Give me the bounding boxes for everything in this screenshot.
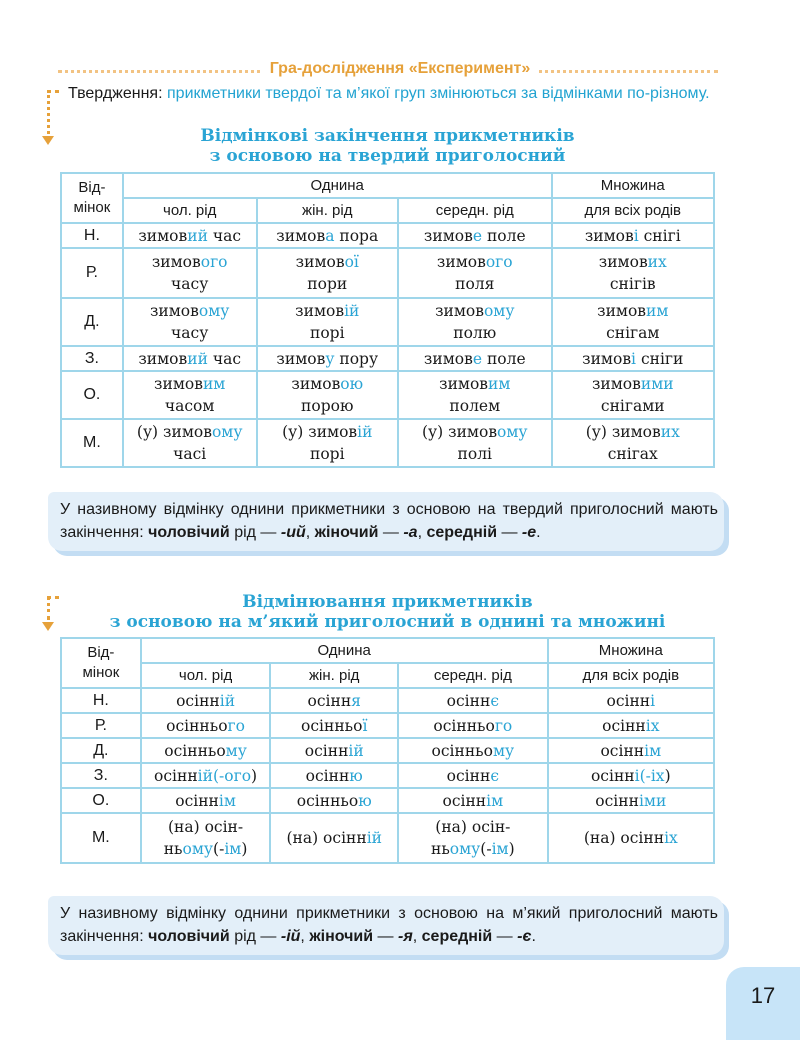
table-cell: зимову пору [257,346,399,371]
table-cell: (на) осінніх [548,813,714,863]
table-row: Р. осіннього осінньої осіннього осінніх [61,713,714,738]
table-cell: осіннє [398,763,548,788]
table-row: Н. осінній осіння осіннє осінні [61,688,714,713]
case-header: Від- мінок [61,638,141,688]
plural-header: Множина [552,173,714,198]
table-cell: осінніми [548,788,714,813]
table2-title: Відмінювання прикметників з основою на м’який приголосний в однині та множині [109,592,666,632]
arrow-down-icon [42,596,54,638]
table-cell: зимові снігі [552,223,714,248]
table-cell: (у) зимовому полі [398,419,552,467]
table-cell: осіннє [398,688,548,713]
table-cell: осінньої [270,713,398,738]
table-cell: осіннім [398,788,548,813]
table-cell: осінніх [548,713,714,738]
table-cell: осінній(-ого) [141,763,271,788]
masculine-header: чол. рід [141,663,271,688]
statement-text: прикметники твердої та м’якої груп змінюються за відмінками по-різному. [167,85,710,102]
table-cell: осінній [141,688,271,713]
table-cell: зимових снігів [552,248,714,298]
table-cell: осінньою [270,788,398,813]
table-cell: зимовому полю [398,298,552,346]
table-row: З. зимовий час зимову пору зимове поле зимові сніги [61,346,714,371]
table-cell: осіннім [141,788,271,813]
table-cell: осінній [270,738,398,763]
neuter-header: середн. рід [398,663,548,688]
table-row: Д. зимовому часу зимовій порі зимовому полю зимовим снігам [61,298,714,346]
table-row: Р. зимового часу зимової пори зимового поля зимових снігів [61,248,714,298]
rule-note-soft: У називному відмінку однини прикметники з основою на м’який приголосний мають закінчення: чоловічий рід — -ій, жіночий — -я, середній — -є. [48,896,724,955]
neuter-header: середн. рід [398,198,552,223]
table-cell: осінні(-іх) [548,763,714,788]
all-genders-header: для всіх родів [548,663,714,688]
table-cell: осіння [270,688,398,713]
table-cell: осінні [548,688,714,713]
table-cell: (у) зимовій порі [257,419,399,467]
table-cell: (у) зимових снігах [552,419,714,467]
table-row: М. (у) зимовому часі (у) зимовій порі (у) зимовому полі (у) зимових снігах [61,419,714,467]
singular-header: Однина [141,638,548,663]
rule-note-hard: У називному відмінку однини прикметники з основою на твердий приголосний мають закінчення: чоловічий рід — -ий, жіночий — -а, середній — -е. [48,492,724,551]
table-cell: зимовий час [123,223,257,248]
table-cell: зимовому часу [123,298,257,346]
table-cell: зимовою порою [257,371,399,419]
table-row: Н. зимовий час зимова пора зимове поле зимові снігі [61,223,714,248]
table-cell: зимового часу [123,248,257,298]
table-cell: осіннім [548,738,714,763]
table-cell: зимове поле [398,223,552,248]
statement-label: Твердження: [68,85,163,102]
feminine-header: жін. рід [257,198,399,223]
table-cell: зимове поле [398,346,552,371]
table-row: О. осіннім осінньою осіннім осінніми [61,788,714,813]
statement [68,84,758,104]
table-cell: зимові сніги [552,346,714,371]
table1-title: Відмінкові закінчення прикметників з основою на твердий приголосний [200,126,575,166]
table-row: Д. осінньому осінній осінньому осіннім [61,738,714,763]
table-cell: (на) осін- ньому(-ім) [141,813,271,863]
singular-header: Однина [123,173,552,198]
table-cell: зимовій порі [257,298,399,346]
table-cell: зимовими снігами [552,371,714,419]
masculine-header: чол. рід [123,198,257,223]
table-cell: зимовий час [123,346,257,371]
all-genders-header: для всіх родів [552,198,714,223]
table-row: З. осінній(-ого) осінню осіннє осінні(-іх) [61,763,714,788]
case-header: Від- мінок [61,173,123,223]
table-cell: (на) осінній [270,813,398,863]
table-cell: осінньому [141,738,271,763]
arrow-down-icon [42,90,54,152]
table-cell: осіннього [141,713,271,738]
table-cell: (на) осін- ньому(-ім) [398,813,548,863]
hard-adjectives-table [60,172,715,468]
table-row: О. зимовим часом зимовою порою зимовим полем зимовими снігами [61,371,714,419]
table-cell: осінню [270,763,398,788]
table-cell: осінньому [398,738,548,763]
table-cell: зимовим часом [123,371,257,419]
table-cell: зимова пора [257,223,399,248]
table-cell: зимовим полем [398,371,552,419]
plural-header: Множина [548,638,714,663]
table-cell: зимовим снігам [552,298,714,346]
table-cell: зимової пори [257,248,399,298]
table-cell: осіннього [398,713,548,738]
table-row: М. (на) осін- ньому(-ім) (на) осінній (на) осін- ньому(-ім) (на) осінніх [61,813,714,863]
table-cell: (у) зимовому часі [123,419,257,467]
table-cell: зимового поля [398,248,552,298]
page-number: 17 [726,967,800,1040]
feminine-header: жін. рід [270,663,398,688]
game-title: Гра-дослідження «Експеримент» [0,60,800,78]
soft-adjectives-table [60,637,715,864]
